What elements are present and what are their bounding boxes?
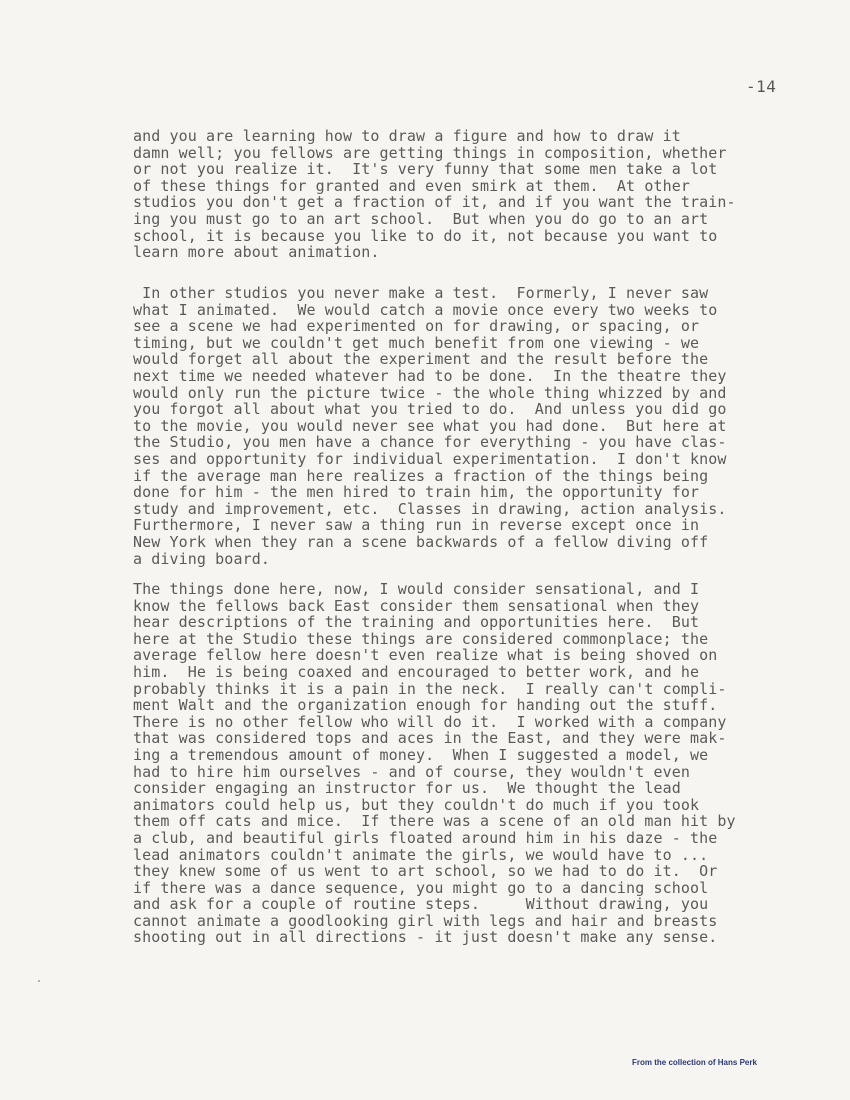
text-line: a diving board. — [133, 549, 270, 568]
text-line: the Studio, you men have a chance for everything - you have clas- — [133, 433, 727, 452]
text-line: learn more about animation. — [133, 243, 380, 262]
text-line: consider engaging an instructor for us. We thought the lead — [133, 779, 681, 798]
text-line: animators could help us, but they couldn't do much if you took — [133, 795, 700, 814]
text-line: a club, and beautiful girls floated around him in his daze - the — [133, 828, 718, 847]
text-line: if the average man here realizes a fraction of the things being — [133, 466, 709, 485]
text-line: ing you must go to an art school. But when you do go to an art — [133, 209, 709, 228]
text-line: shooting out in all directions - it just doesn't make any sense. — [133, 928, 718, 947]
text-line: or not you realize it. It's very funny that some men take a lot — [133, 160, 718, 179]
text-line: cannot animate a goodlooking girl with legs and hair and breasts — [133, 911, 718, 930]
paragraph-3 — [133, 581, 833, 946]
text-line: ing a tremendous amount of money. When I suggested a model, we — [133, 745, 709, 764]
text-line: There is no other fellow who will do it. I worked with a company — [133, 712, 727, 731]
text-line: of these things for granted and even smirk at them. At other — [133, 176, 690, 195]
text-line: you forgot all about what you tried to do. And unless you did go — [133, 400, 727, 419]
text-line: New York when they ran a scene backwards of a fellow diving off — [133, 532, 709, 551]
text-line: school, it is because you like to do it, not because you want to — [133, 226, 718, 245]
text-line: and you are learning how to draw a figure and how to draw it — [133, 127, 681, 145]
paragraph-1 — [133, 128, 833, 261]
paper-speck — [38, 980, 40, 982]
text-line: average fellow here doesn't even realize what is being shoved on — [133, 646, 718, 665]
collection-stamp: From the collection of Hans Perk — [632, 1058, 757, 1067]
text-line: timing, but we couldn't get much benefit from one viewing - we — [133, 333, 700, 352]
text-line: next time we needed whatever had to be done. In the theatre they — [133, 366, 727, 385]
text-line: The things done here, now, I would consider sensational, and I — [133, 580, 700, 598]
text-line: study and improvement, etc. Classes in drawing, action analysis. — [133, 499, 727, 518]
text-line: probably thinks it is a pain in the neck. I really can't compli- — [133, 679, 727, 698]
text-line: ment Walt and the organization enough for handing out the stuff. — [133, 696, 718, 715]
text-line: they knew some of us went to art school, so we had to do it. Or — [133, 862, 718, 881]
text-line: see a scene we had experimented on for drawing, or spacing, or — [133, 317, 700, 336]
text-line: studios you don't get a fraction of it, and if you want the train- — [133, 193, 736, 212]
text-line: to the movie, you would never see what you had done. But here at — [133, 416, 727, 435]
text-line: had to hire him ourselves - and of course, they wouldn't even — [133, 762, 690, 781]
text-line: and ask for a couple of routine steps. Without drawing, you — [133, 895, 709, 914]
text-line: lead animators couldn't animate the girls, we would have to ... — [133, 845, 709, 864]
text-line: would only run the picture twice - the whole thing whizzed by and — [133, 383, 727, 402]
text-line: what I animated. We would catch a movie once every two weeks to — [133, 300, 718, 319]
text-line: if there was a dance sequence, you might go to a dancing school — [133, 878, 709, 897]
text-line: would forget all about the experiment and the result before the — [133, 350, 709, 369]
text-line: here at the Studio these things are considered commonplace; the — [133, 629, 709, 648]
text-line: hear descriptions of the training and opportunities here. But — [133, 613, 700, 632]
paragraph-2 — [133, 285, 833, 567]
text-line: him. He is being coaxed and encouraged to better work, and he — [133, 662, 700, 681]
text-line: Furthermore, I never saw a thing run in reverse except once in — [133, 516, 700, 535]
text-line: In other studios you never make a test. Formerly, I never saw — [133, 284, 709, 302]
page-number: -14 — [746, 77, 777, 96]
text-line: done for him - the men hired to train him, the opportunity for — [133, 483, 700, 502]
text-line: know the fellows back East consider them sensational when they — [133, 596, 700, 615]
text-line: that was considered tops and aces in the East, and they were mak- — [133, 729, 727, 748]
text-line: ses and opportunity for individual experimentation. I don't know — [133, 449, 727, 468]
text-line: damn well; you fellows are getting things in composition, whether — [133, 143, 727, 162]
text-line: them off cats and mice. If there was a scene of an old man hit by — [133, 812, 736, 831]
